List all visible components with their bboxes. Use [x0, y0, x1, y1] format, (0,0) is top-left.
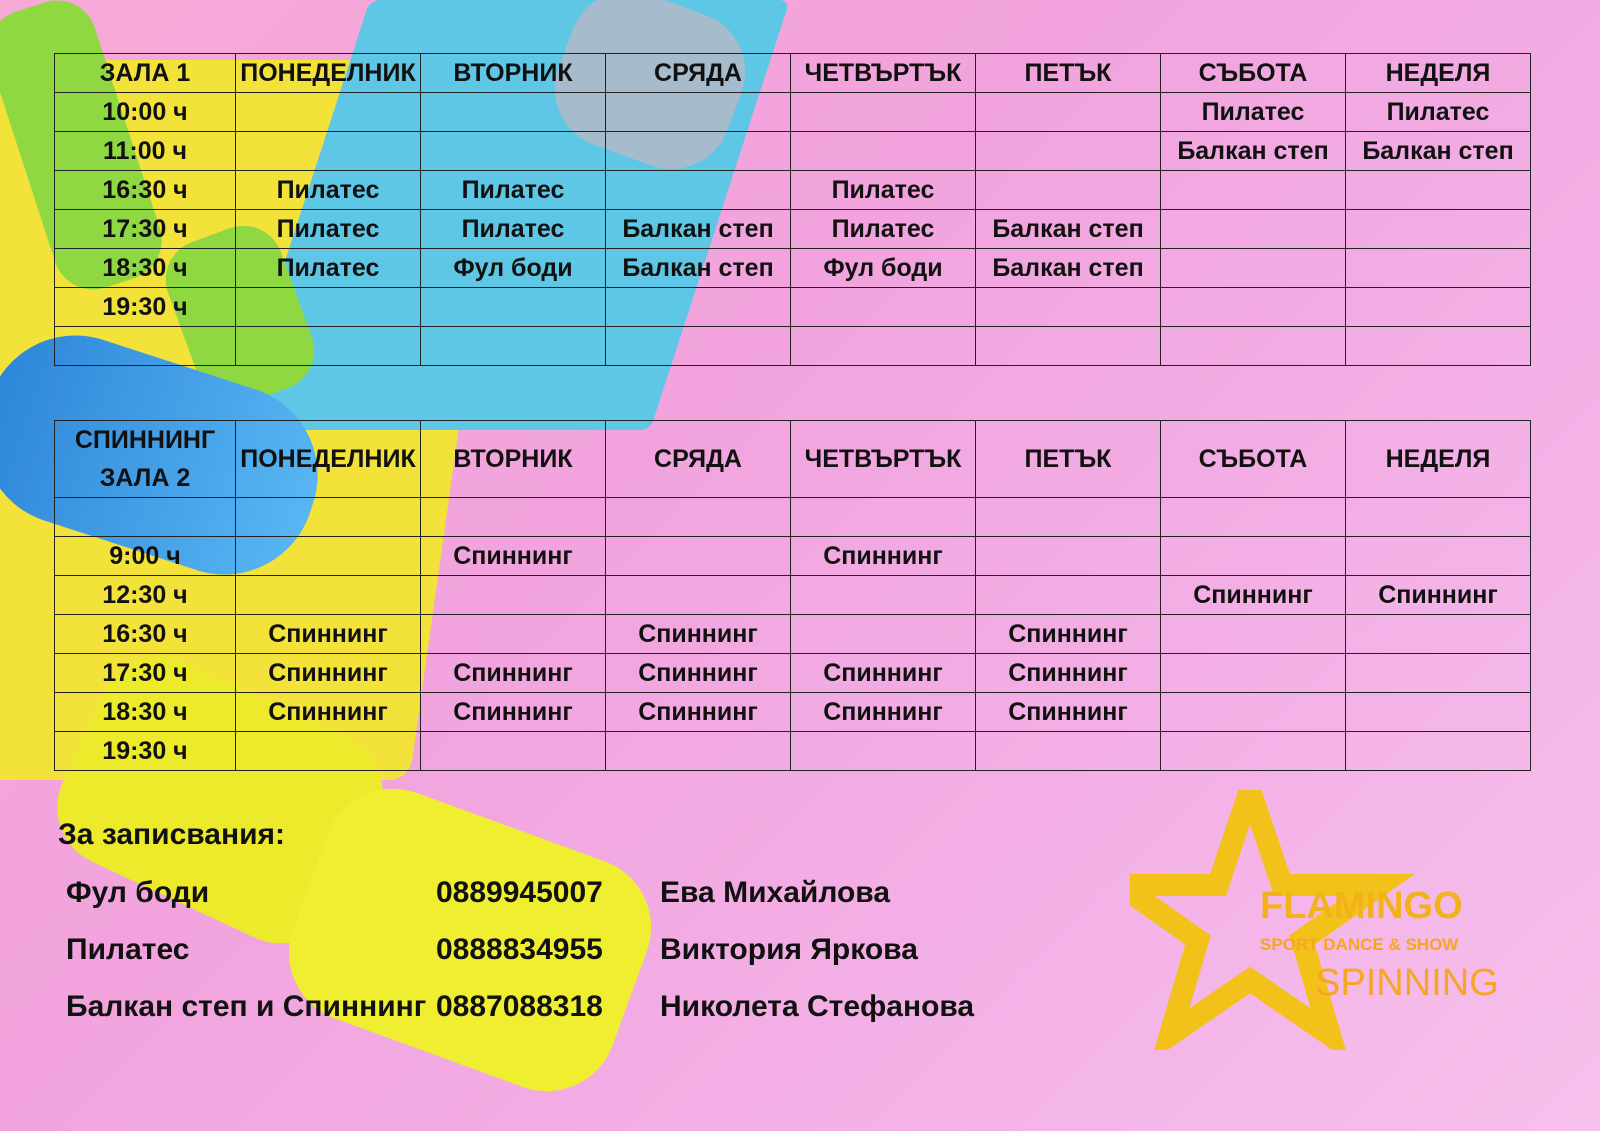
class-cell [1161, 693, 1346, 732]
header-cell: ЧЕТВЪРТЪК [791, 54, 976, 93]
class-cell: Пилатес [1161, 93, 1346, 132]
class-cell [236, 537, 421, 576]
class-cell: Спиннинг [606, 615, 791, 654]
time-cell [55, 498, 236, 537]
class-cell [1346, 171, 1531, 210]
logo-line1: FLAMINGO [1260, 885, 1463, 927]
table-row [55, 576, 1531, 615]
class-cell [1161, 615, 1346, 654]
class-cell [606, 576, 791, 615]
class-cell: Спиннинг [236, 693, 421, 732]
class-cell: Спиннинг [791, 537, 976, 576]
class-cell [791, 132, 976, 171]
table-row [55, 537, 1531, 576]
class-cell [421, 615, 606, 654]
class-cell [236, 732, 421, 771]
table-row [55, 132, 1531, 171]
class-cell [976, 498, 1161, 537]
class-cell: Пилатес [1346, 93, 1531, 132]
hall1-body [55, 93, 1531, 366]
class-cell [1161, 537, 1346, 576]
time-cell: 19:30 ч [55, 288, 236, 327]
time-cell: 12:30 ч [55, 576, 236, 615]
class-cell [606, 93, 791, 132]
class-cell [976, 327, 1161, 366]
class-cell: Пилатес [236, 249, 421, 288]
class-cell: Спиннинг [976, 615, 1161, 654]
header-cell: ВТОРНИК [421, 421, 606, 498]
class-cell [606, 132, 791, 171]
time-cell: 17:30 ч [55, 654, 236, 693]
table-header-row [55, 421, 1531, 498]
star-icon [1130, 790, 1530, 1050]
contact-name: Николета Стефанова [660, 990, 975, 1023]
class-cell [1346, 615, 1531, 654]
class-cell [421, 93, 606, 132]
contact-activity: Фул боди [66, 876, 210, 909]
class-cell: Пилатес [236, 171, 421, 210]
header-cell: ПЕТЪК [976, 54, 1161, 93]
class-cell [236, 288, 421, 327]
class-cell [976, 288, 1161, 327]
class-cell [1161, 654, 1346, 693]
class-cell [421, 576, 606, 615]
contact-activity: Балкан степ и Спиннинг [66, 990, 427, 1023]
table-row [55, 249, 1531, 288]
contact-phone: 0888834955 [436, 933, 603, 966]
class-cell [976, 732, 1161, 771]
class-cell: Спиннинг [791, 693, 976, 732]
contact-activity: Пилатес [66, 933, 190, 966]
time-cell: 16:30 ч [55, 615, 236, 654]
table-row [55, 93, 1531, 132]
class-cell [1161, 498, 1346, 537]
class-cell: Балкан степ [976, 210, 1161, 249]
class-cell [1161, 249, 1346, 288]
class-cell [1346, 210, 1531, 249]
class-cell: Фул боди [421, 249, 606, 288]
class-cell [1346, 693, 1531, 732]
table-row [55, 288, 1531, 327]
class-cell [236, 93, 421, 132]
class-cell [1161, 288, 1346, 327]
class-cell: Балкан степ [606, 249, 791, 288]
time-cell: 16:30 ч [55, 171, 236, 210]
class-cell [791, 288, 976, 327]
header-cell: ЗАЛА 1 [55, 54, 236, 93]
class-cell [1161, 327, 1346, 366]
header-cell: ПОНЕДЕЛНИК [236, 421, 421, 498]
class-cell [1346, 288, 1531, 327]
class-cell: Спиннинг [791, 654, 976, 693]
class-cell: Спиннинг [421, 537, 606, 576]
header-cell: НЕДЕЛЯ [1346, 421, 1531, 498]
class-cell [791, 576, 976, 615]
hall2-body [55, 498, 1531, 771]
contact-name: Ева Михайлова [660, 876, 891, 909]
class-cell [421, 732, 606, 771]
time-cell: 10:00 ч [55, 93, 236, 132]
header-cell: ПОНЕДЕЛНИК [236, 54, 421, 93]
class-cell [1161, 210, 1346, 249]
header-line: ЗАЛА 2 [99, 464, 191, 492]
class-cell [606, 288, 791, 327]
class-cell: Фул боди [791, 249, 976, 288]
header-cell: СЪБОТА [1161, 54, 1346, 93]
table-row [55, 327, 1531, 366]
class-cell [606, 732, 791, 771]
class-cell [791, 732, 976, 771]
logo-line3: SPINNING [1315, 962, 1499, 1004]
time-cell: 19:30 ч [55, 732, 236, 771]
class-cell [606, 327, 791, 366]
class-cell: Спиннинг [606, 693, 791, 732]
class-cell [976, 576, 1161, 615]
class-cell: Балкан степ [606, 210, 791, 249]
contact-phone: 0887088318 [436, 990, 603, 1023]
class-cell [1346, 654, 1531, 693]
class-cell [421, 132, 606, 171]
table-row [55, 654, 1531, 693]
header-cell: СЪБОТА [1161, 421, 1346, 498]
class-cell [1346, 537, 1531, 576]
header-cell [55, 421, 236, 498]
class-cell [236, 576, 421, 615]
class-cell [236, 327, 421, 366]
table-row [55, 732, 1531, 771]
class-cell [421, 288, 606, 327]
table-row [55, 171, 1531, 210]
class-cell: Пилатес [236, 210, 421, 249]
class-cell: Спиннинг [421, 654, 606, 693]
time-cell: 11:00 ч [55, 132, 236, 171]
class-cell [606, 171, 791, 210]
header-cell: СРЯДА [606, 421, 791, 498]
class-cell: Пилатес [791, 210, 976, 249]
class-cell: Спиннинг [236, 654, 421, 693]
class-cell: Пилатес [791, 171, 976, 210]
header-cell: ЧЕТВЪРТЪК [791, 421, 976, 498]
class-cell [236, 132, 421, 171]
class-cell [1346, 249, 1531, 288]
flamingo-logo [1130, 790, 1530, 1050]
header-cell: ВТОРНИК [421, 54, 606, 93]
contact-name: Виктория Яркова [660, 933, 918, 966]
class-cell: Балкан степ [1161, 132, 1346, 171]
time-cell: 18:30 ч [55, 249, 236, 288]
class-cell [236, 498, 421, 537]
table-row [55, 498, 1531, 537]
class-cell: Балкан степ [976, 249, 1161, 288]
class-cell: Спиннинг [236, 615, 421, 654]
logo-line2: SPORT DANCE & SHOW [1260, 935, 1459, 954]
time-cell: 9:00 ч [55, 537, 236, 576]
class-cell: Спиннинг [1161, 576, 1346, 615]
class-cell: Спиннинг [1346, 576, 1531, 615]
table-header-row [55, 54, 1531, 93]
class-cell: Пилатес [421, 210, 606, 249]
header-cell: НЕДЕЛЯ [1346, 54, 1531, 93]
contact-phone: 0889945007 [436, 876, 603, 909]
class-cell [1161, 732, 1346, 771]
class-cell [791, 93, 976, 132]
class-cell [421, 327, 606, 366]
class-cell [791, 327, 976, 366]
class-cell [606, 498, 791, 537]
class-cell [1161, 171, 1346, 210]
time-cell: 18:30 ч [55, 693, 236, 732]
class-cell: Пилатес [421, 171, 606, 210]
class-cell [976, 171, 1161, 210]
class-cell [976, 93, 1161, 132]
class-cell [421, 498, 606, 537]
class-cell [1346, 327, 1531, 366]
header-cell: СРЯДА [606, 54, 791, 93]
hall2-schedule-table [54, 420, 1531, 771]
class-cell: Спиннинг [976, 654, 1161, 693]
class-cell [791, 498, 976, 537]
class-cell [976, 537, 1161, 576]
class-cell [1346, 498, 1531, 537]
table-row [55, 615, 1531, 654]
header-line: СПИННИНГ [74, 426, 216, 454]
class-cell: Спиннинг [976, 693, 1161, 732]
class-cell: Спиннинг [606, 654, 791, 693]
class-cell [976, 132, 1161, 171]
class-cell [606, 537, 791, 576]
table-row [55, 693, 1531, 732]
class-cell: Спиннинг [421, 693, 606, 732]
class-cell: Балкан степ [1346, 132, 1531, 171]
header-cell: ПЕТЪК [976, 421, 1161, 498]
table-row [55, 210, 1531, 249]
time-cell: 17:30 ч [55, 210, 236, 249]
class-cell [791, 615, 976, 654]
hall1-schedule-table [54, 53, 1531, 366]
class-cell [1346, 732, 1531, 771]
time-cell [55, 327, 236, 366]
contacts-title: За записвания: [58, 818, 286, 851]
